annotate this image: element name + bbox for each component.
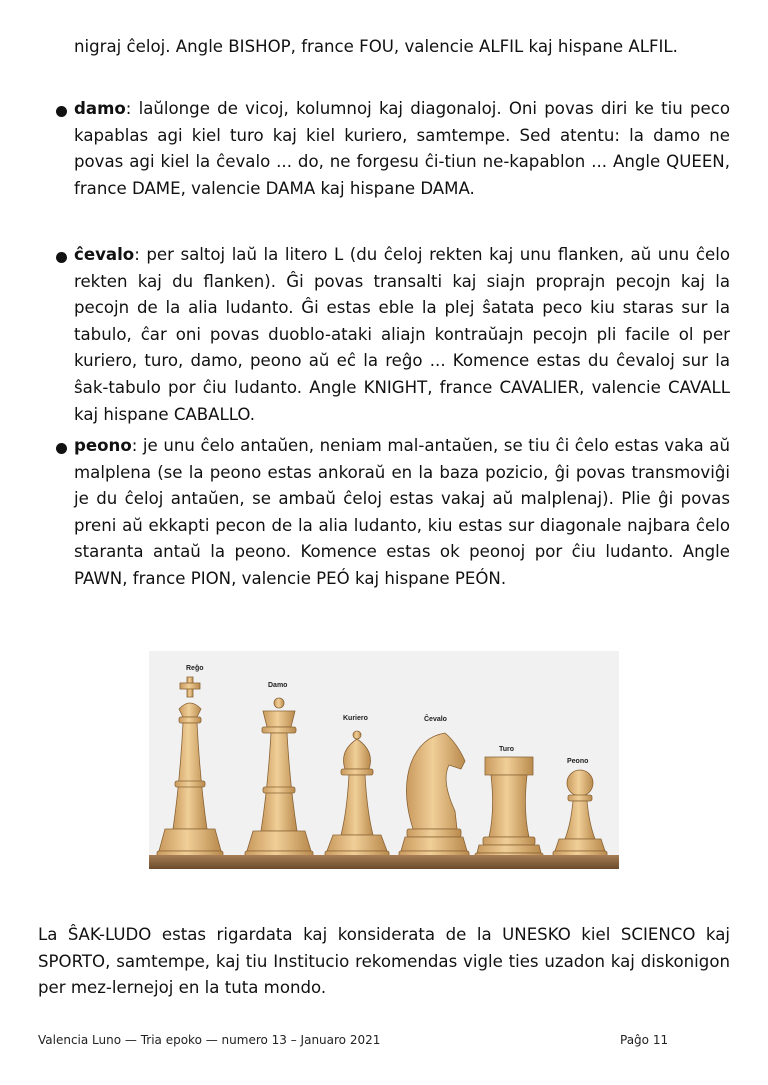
term-peono: peono <box>74 436 132 455</box>
pawn-piece <box>553 770 607 857</box>
closing-paragraph: La ŜAK-LUDO estas rigardata kaj konsiderata de la UNESKO kiel SCIENCO kaj SPORTO, samtempe, kaj tiu Institucio rekomendas vigle ties uzadon kaj diskonigon per mez-lernejoj en la tuta mondo. <box>38 925 730 998</box>
rook-piece <box>475 757 543 858</box>
queen-piece <box>245 698 313 857</box>
king-piece <box>157 677 223 857</box>
label-rego: Reĝo <box>186 665 204 672</box>
term-damo: damo <box>74 99 126 118</box>
desc-cevalo: : per saltoj laŭ la litero L (du ĉeloj rekten kaj unu flanken, aŭ unu ĉelo rekten kaj du flanken). Ĝi povas transalti kaj siajn proprajn pecojn kaj la pecojn de la alia ludanto. Ĝi estas eble la plej ŝatata peco kiu staras sur la tabulo, ĉar oni povas duoblo-ataki aliajn kontraŭajn pecojn pli facile ol per kuriero, turo, damo, peono aŭ eĉ la reĝo ... Komence estas du ĉevaloj sur la ŝak-tabulo por ĉiu ludanto. Angle KNIGHT, france CAVALIER, valencie CAVALL kaj hispane CABALLO. <box>74 245 730 424</box>
bullet-dot <box>56 443 67 454</box>
bullet-dot <box>56 252 67 263</box>
label-damo: Damo <box>268 682 288 689</box>
chess-pieces-illustration <box>149 651 619 869</box>
footer-page-number: Paĝo 11 <box>620 1033 669 1047</box>
label-cevalo: Ĉevalo <box>424 716 447 723</box>
continuation-paragraph: nigraj ĉeloj. Angle BISHOP, france FOU, valencie ALFIL kaj hispane ALFIL. <box>74 37 678 56</box>
chessboard-edge <box>149 855 619 869</box>
bullet-cevalo <box>74 242 730 428</box>
knight-piece <box>399 733 469 857</box>
label-kuriero: Kuriero <box>343 715 368 722</box>
label-turo: Turo <box>499 746 515 753</box>
chess-pieces-figure <box>149 651 619 869</box>
desc-peono: : je unu ĉelo antaŭen, neniam mal-antaŭen, se tiu ĉi ĉelo estas vaka aŭ malplena (se la peono estas ankoraŭ en la baza pozicio, ĝi povas transmoviĝi je du ĉeloj antaŭen, se ambaŭ ĉeloj estas vakaj aŭ malplenaj). Plie ĝi povas preni aŭ ekkapti pecon de la alia ludanto, kiu estas sur diagonale najbara ĉelo staranta antaŭ la peono. Komence estas ok peonoj por ĉiu ludanto. Angle PAWN, france PION, valencie PEÓ kaj hispane PEÓN. <box>74 436 730 588</box>
term-cevalo: ĉevalo <box>74 245 135 264</box>
bullet-damo <box>74 96 730 202</box>
label-peono: Peono <box>567 758 589 765</box>
desc-damo: : laŭlonge de vicoj, kolumnoj kaj diagonaloj. Oni povas diri ke tiu peco kapablas agi kiel turo kaj kiel kuriero, samtempe. Sed atentu: la damo ne povas agi kiel la ĉevalo ... do, ne forgesu ĉi-tiun ne-kapablon ... Angle QUEEN, france DAME, valencie DAMA kaj hispane DAMA. <box>74 99 730 198</box>
bullet-peono <box>74 433 730 593</box>
footer-publication: Valencia Luno — Tria epoko — numero 13 – Januaro 2021 <box>38 1033 381 1047</box>
bishop-piece <box>325 731 389 857</box>
bullet-dot <box>56 106 67 117</box>
